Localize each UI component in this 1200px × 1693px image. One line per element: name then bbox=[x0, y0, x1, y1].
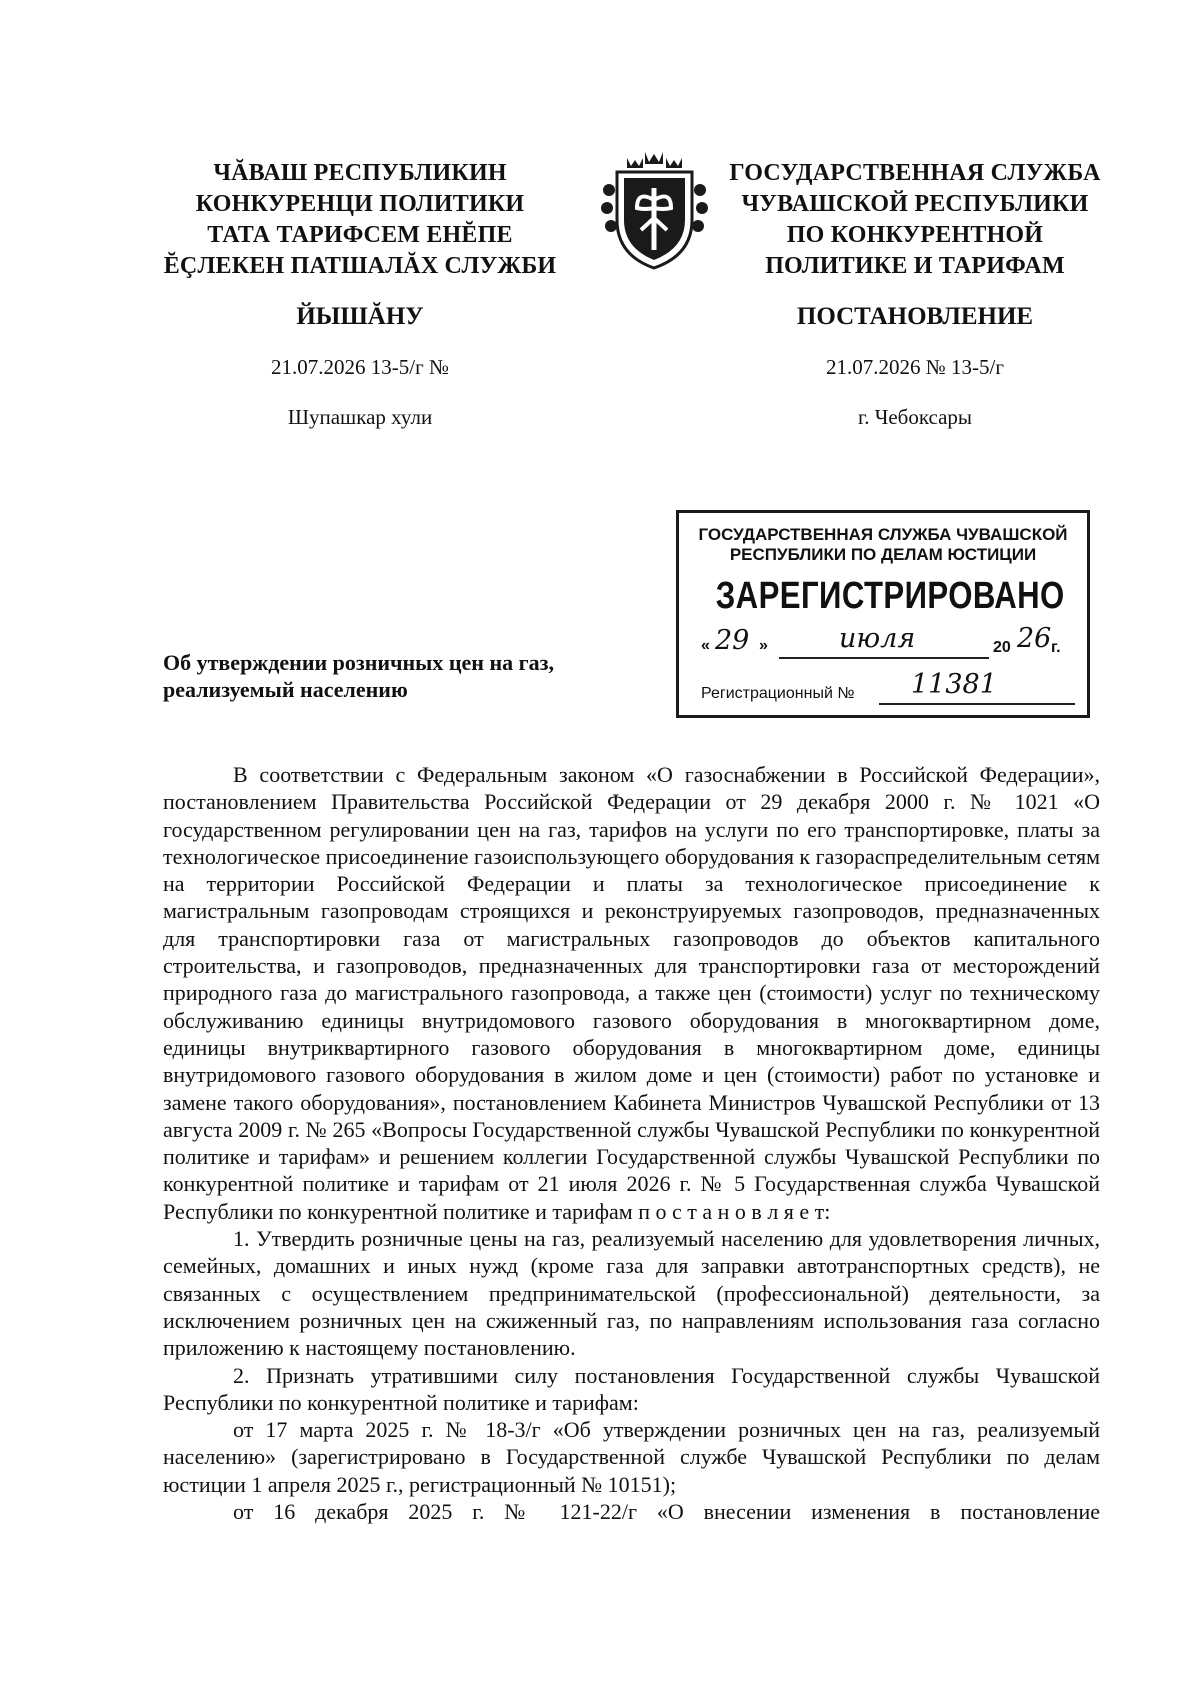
body-paragraph bbox=[163, 761, 1100, 1225]
body-paragraph: 1. Утвердить розничные цены на газ, реализуемый населению для удовлетворения личных, семейных, домашних и иных нужд (кроме газа для заправки автотранспортных средств), не связанных с осуществлением предпринимательской (профессиональной) деятельности, за исключением розничных цен на сжиженный газ, по направлениям использования газа согласно приложению к настоящему постановлению. bbox=[163, 1226, 1100, 1361]
paragraph-text: В соответствии с Федеральным законом «О газоснабжении в Российской Федерации», постановлением Правительства Российской Федерации от 29 декабря 2000 г. № 1021 «О государственном регулировании цен на газ, тарифов на услуги по его транспортировке, платы за технологическое присоединение газоиспользующего оборудования к газораспределительным сетям на территории Российской Федерации и платы за технологическое присоединение к магистральным газопроводам строящихся и реконструируемых газопроводов, предназначенных для транспортировки газа от магистральных газопроводов до объектов капитального строительства, и газопроводов, предназначенных для транспортировки газа от месторождений природного газа до магистрального газопровода, а также цен (стоимости) услуг по техническому обслуживанию единицы внутридомового газового оборудования в многоквартирном доме, единицы внутриквартирного газового оборудования в многоквартирном доме, единицы внутридомового газового оборудования в жилом доме и цен (стоимости) работ по установке и замене такого оборудования», постановлением Кабинета Министров Чувашской Республики от 13 августа 2009 г. № 265 «Вопросы Государственной службы Чувашской Республики по конкурентной политике и тарифам» и решением коллегии Государственной службы Чувашской Республики по конкурентной политике и тарифам от 21 июля 2026 г. № 5 Государственная служба Чувашской Республики по конкурентной политике и тарифам bbox=[163, 762, 1100, 1224]
body-paragraph: от 16 декабря 2025 г. № 121-22/г «О внесении изменения в постановление bbox=[233, 1499, 1100, 1525]
header-left-line: КОНКУРЕНЦИ ПОЛИТИКИ bbox=[195, 191, 525, 217]
stamp-reg-number: 11381 bbox=[911, 669, 997, 700]
stamp-reg-line bbox=[879, 703, 1075, 705]
subject-line: реализуемый населению bbox=[163, 677, 408, 702]
stamp-reg-label: Регистрационный № bbox=[701, 685, 855, 702]
header-right-line: ПОЛИТИКЕ И ТАРИФАМ bbox=[765, 253, 1065, 279]
stamp-year-prefix: 20 bbox=[993, 639, 1011, 656]
header-left-city: Шупашкар хули bbox=[287, 405, 433, 429]
document-subject bbox=[163, 649, 623, 703]
header-right-date-number: 21.07.2026 № 13-5/г bbox=[826, 355, 1004, 379]
stamp-month-line bbox=[779, 657, 989, 659]
stamp-quote-close: » bbox=[759, 637, 768, 654]
stamp-org-line: ГОСУДАРСТВЕННАЯ СЛУЖБА ЧУВАШСКОЙ bbox=[698, 525, 1068, 544]
header-left-line: ĔÇЛЕКЕН ПАТШАЛĂХ СЛУЖБИ bbox=[163, 253, 557, 279]
stamp-month: июля bbox=[839, 623, 916, 654]
body-paragraph: от 17 марта 2025 г. № 18-3/г «Об утверждении розничных цен на газ, реализуемый населению» (зарегистрировано в Государственной службе Чувашской Республики по делам юстиции 1 апреля 2025 г., регистрационный № 10151); bbox=[163, 1417, 1100, 1497]
stamp-quote-open: « bbox=[701, 637, 710, 654]
stamp-year-suffix: 26 bbox=[1017, 623, 1052, 654]
header-left-doc-type: ЙЫШĂНУ bbox=[296, 303, 424, 330]
header-left-org bbox=[160, 158, 560, 282]
subject-line: Об утверждении розничных цен на газ, bbox=[163, 650, 554, 675]
body-paragraph: 2. Признать утратившими силу постановления Государственной службы Чувашской Республики по конкурентной политике и тарифам: bbox=[163, 1362, 1100, 1415]
header-right-doc-type: ПОСТАНОВЛЕНИЕ bbox=[796, 303, 1034, 330]
stamp-registered: ЗАРЕГИСТРИРОВАНО bbox=[715, 575, 1065, 617]
header-right-org bbox=[700, 158, 1130, 282]
header-right-line: ГОСУДАРСТВЕННАЯ СЛУЖБА bbox=[729, 160, 1101, 186]
document-body bbox=[163, 761, 1100, 1525]
header-left-date-number: 21.07.2026 13-5/г № bbox=[271, 355, 449, 379]
stamp-year-g: г. bbox=[1051, 639, 1061, 656]
header-right-city: г. Чебоксары bbox=[857, 405, 973, 429]
header-left-line: ТАТА ТАРИФСЕМ ЕНĔПЕ bbox=[207, 222, 513, 248]
stamp-org-line: РЕСПУБЛИКИ ПО ДЕЛАМ ЮСТИЦИИ bbox=[729, 545, 1037, 564]
chuvashia-coat-of-arms-icon bbox=[597, 150, 712, 275]
paragraph-decree-word: п о с т а н о в л я е т: bbox=[638, 1198, 831, 1224]
header-left-line: ЧĂВАШ РЕСПУБЛИКИН bbox=[213, 160, 507, 186]
header-right-line: ПО КОНКУРЕНТНОЙ bbox=[786, 222, 1044, 248]
stamp-day: 29 bbox=[715, 625, 750, 656]
header-right-line: ЧУВАШСКОЙ РЕСПУБЛИКИ bbox=[741, 191, 1089, 217]
registration-stamp bbox=[676, 510, 1090, 718]
